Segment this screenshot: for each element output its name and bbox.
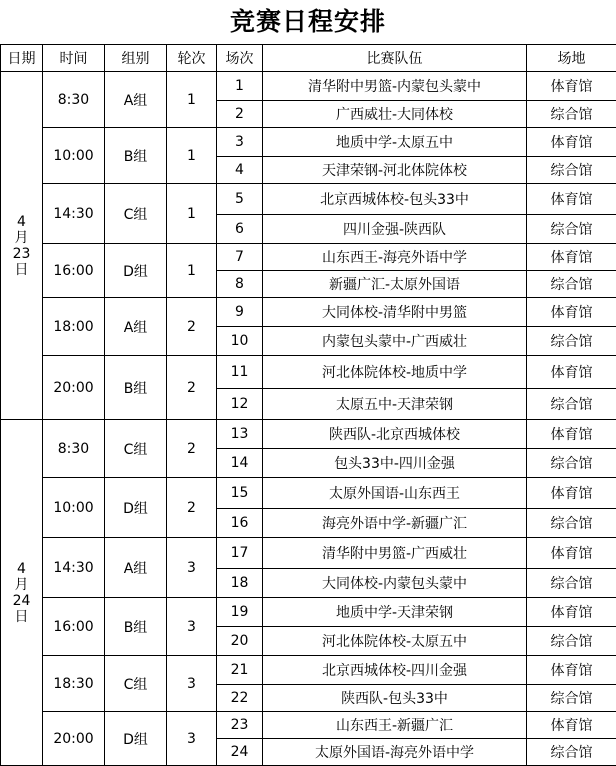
teams-cell: 包头33中-四川金强 [263,449,527,478]
page-title: 竞赛日程安排 [0,0,616,44]
venue-cell: 体育馆 [527,598,616,627]
time-cell: 14:30 [43,184,105,244]
game-no-cell: 12 [217,389,263,420]
table-row [1,420,616,449]
game-no-cell: 23 [217,712,263,739]
date-cell [1,420,43,766]
header-row [1,45,616,72]
round-cell: 1 [167,184,217,244]
date-char: 4 [1,561,42,577]
venue-cell: 综合馆 [527,627,616,656]
teams-cell: 山东西王-海亮外语中学 [263,244,527,271]
teams-cell: 河北体院体校-地质中学 [263,356,527,389]
venue-cell: 体育馆 [527,184,616,215]
teams-cell: 太原外国语-山东西王 [263,478,527,509]
teams-cell: 海亮外语中学-新疆广汇 [263,509,527,538]
teams-cell: 北京西城体校-四川金强 [263,656,527,685]
teams-cell: 河北体院体校-太原五中 [263,627,527,656]
game-no-cell: 14 [217,449,263,478]
teams-cell: 清华附中男篮-内蒙包头蒙中 [263,72,527,101]
venue-cell: 体育馆 [527,538,616,569]
header-game-no: 场次 [217,45,263,72]
venue-cell: 综合馆 [527,271,616,298]
group-cell: B组 [105,356,167,420]
group-cell: C组 [105,420,167,478]
group-cell: D组 [105,478,167,538]
game-no-cell: 11 [217,356,263,389]
venue-cell: 综合馆 [527,685,616,712]
venue-cell: 体育馆 [527,298,616,327]
teams-cell: 新疆广汇-太原外国语 [263,271,527,298]
teams-cell: 太原五中-天津荣钢 [263,389,527,420]
group-cell: B组 [105,128,167,184]
game-no-cell: 7 [217,244,263,271]
venue-cell: 体育馆 [527,356,616,389]
date-char: 4 [1,214,42,230]
round-cell: 1 [167,72,217,128]
game-no-cell: 15 [217,478,263,509]
teams-cell: 北京西城体校-包头33中 [263,184,527,215]
header-round: 轮次 [167,45,217,72]
group-cell: A组 [105,538,167,598]
time-cell: 16:00 [43,598,105,656]
teams-cell: 天津荣钢-河北体院体校 [263,157,527,184]
venue-cell: 综合馆 [527,215,616,244]
date-char: 日 [1,262,42,278]
table-row [1,184,616,215]
schedule-table [0,44,616,766]
venue-cell: 综合馆 [527,569,616,598]
time-cell: 10:00 [43,478,105,538]
group-cell: C组 [105,184,167,244]
round-cell: 3 [167,538,217,598]
game-no-cell: 2 [217,101,263,128]
date-char: 月 [1,230,42,246]
game-no-cell: 1 [217,72,263,101]
date-char: 日 [1,609,42,625]
table-row [1,244,616,271]
table-row [1,656,616,685]
venue-cell: 综合馆 [527,389,616,420]
time-cell: 18:30 [43,656,105,712]
date-cell [1,72,43,420]
game-no-cell: 9 [217,298,263,327]
round-cell: 3 [167,656,217,712]
teams-cell: 清华附中男篮-广西威壮 [263,538,527,569]
table-row [1,712,616,739]
table-row [1,298,616,327]
header-date: 日期 [1,45,43,72]
teams-cell: 大同体校-内蒙包头蒙中 [263,569,527,598]
venue-cell: 综合馆 [527,739,616,766]
group-cell: D组 [105,244,167,298]
teams-cell: 太原外国语-海亮外语中学 [263,739,527,766]
game-no-cell: 8 [217,271,263,298]
venue-cell: 综合馆 [527,449,616,478]
round-cell: 2 [167,356,217,420]
venue-cell: 体育馆 [527,72,616,101]
time-cell: 8:30 [43,420,105,478]
header-time: 时间 [43,45,105,72]
round-cell: 2 [167,478,217,538]
venue-cell: 综合馆 [527,101,616,128]
teams-cell: 地质中学-天津荣钢 [263,598,527,627]
round-cell: 2 [167,298,217,356]
game-no-cell: 21 [217,656,263,685]
game-no-cell: 24 [217,739,263,766]
round-cell: 2 [167,420,217,478]
group-cell: D组 [105,712,167,766]
game-no-cell: 16 [217,509,263,538]
table-row [1,128,616,157]
venue-cell: 体育馆 [527,244,616,271]
time-cell: 14:30 [43,538,105,598]
header-teams: 比赛队伍 [263,45,527,72]
teams-cell: 地质中学-太原五中 [263,128,527,157]
teams-cell: 陕西队-包头33中 [263,685,527,712]
game-no-cell: 18 [217,569,263,598]
table-row [1,538,616,569]
game-no-cell: 5 [217,184,263,215]
teams-cell: 陕西队-北京西城体校 [263,420,527,449]
game-no-cell: 10 [217,327,263,356]
time-cell: 10:00 [43,128,105,184]
table-row [1,598,616,627]
game-no-cell: 4 [217,157,263,184]
time-cell: 20:00 [43,712,105,766]
venue-cell: 体育馆 [527,712,616,739]
round-cell: 3 [167,598,217,656]
group-cell: C组 [105,656,167,712]
venue-cell: 体育馆 [527,128,616,157]
table-row [1,72,616,101]
teams-cell: 内蒙包头蒙中-广西威壮 [263,327,527,356]
venue-cell: 体育馆 [527,478,616,509]
venue-cell: 综合馆 [527,509,616,538]
game-no-cell: 22 [217,685,263,712]
venue-cell: 体育馆 [527,420,616,449]
game-no-cell: 13 [217,420,263,449]
date-char: 月 [1,577,42,593]
game-no-cell: 19 [217,598,263,627]
game-no-cell: 3 [217,128,263,157]
teams-cell: 大同体校-清华附中男篮 [263,298,527,327]
table-row [1,356,616,389]
time-cell: 8:30 [43,72,105,128]
header-venue: 场地 [527,45,616,72]
game-no-cell: 17 [217,538,263,569]
time-cell: 20:00 [43,356,105,420]
teams-cell: 广西威壮-大同体校 [263,101,527,128]
game-no-cell: 20 [217,627,263,656]
game-no-cell: 6 [217,215,263,244]
date-char: 24 [1,593,42,609]
venue-cell: 综合馆 [527,327,616,356]
round-cell: 1 [167,128,217,184]
teams-cell: 四川金强-陕西队 [263,215,527,244]
teams-cell: 山东西王-新疆广汇 [263,712,527,739]
time-cell: 16:00 [43,244,105,298]
table-row [1,478,616,509]
date-char: 23 [1,246,42,262]
group-cell: A组 [105,72,167,128]
round-cell: 3 [167,712,217,766]
round-cell: 1 [167,244,217,298]
group-cell: B组 [105,598,167,656]
venue-cell: 综合馆 [527,157,616,184]
header-group: 组别 [105,45,167,72]
time-cell: 18:00 [43,298,105,356]
venue-cell: 体育馆 [527,656,616,685]
group-cell: A组 [105,298,167,356]
